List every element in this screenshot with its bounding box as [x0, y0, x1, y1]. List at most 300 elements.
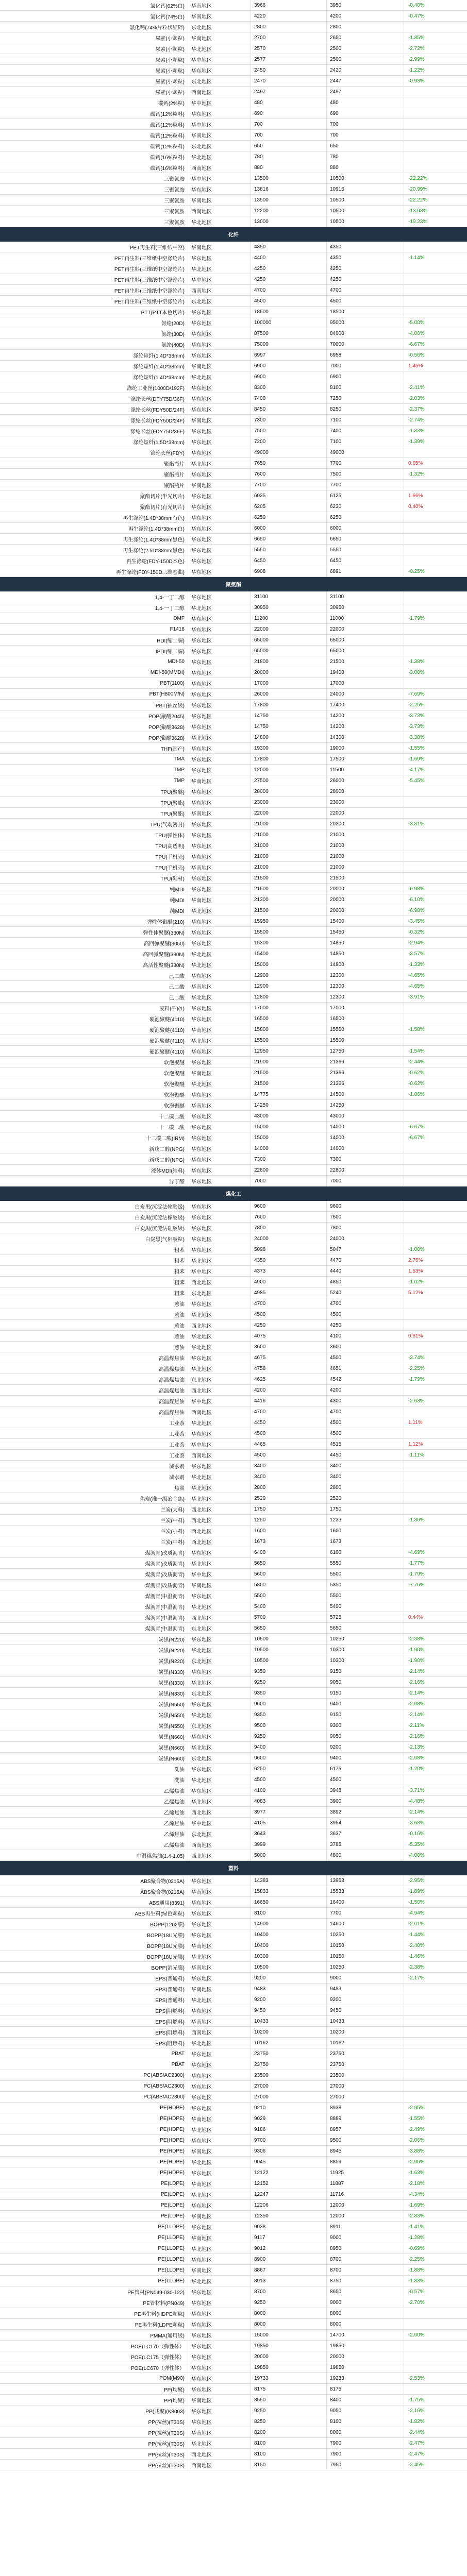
- product-name-cell: PE(LLDPE): [0, 2222, 188, 2232]
- table-row: [0, 2297, 467, 2308]
- table-row: [0, 2081, 467, 2092]
- change-pct-cell: [404, 1984, 467, 1994]
- product-name-cell: 涤纶长丝(FDY50D/24F): [0, 415, 188, 425]
- region-cell: 西北地区: [188, 1536, 251, 1547]
- region-cell: 华东地区: [188, 1666, 251, 1676]
- region-cell: 华南地区: [188, 1984, 251, 1994]
- change-pct-cell: [404, 1212, 467, 1222]
- prev-price-cell: 780: [251, 151, 327, 162]
- prev-price-cell: 8175: [251, 2384, 327, 2394]
- curr-price-cell: 4450: [327, 1450, 404, 1460]
- curr-price-cell: 15450: [327, 927, 404, 937]
- prev-price-cell: 12800: [251, 992, 327, 1002]
- region-cell: 东北地区: [188, 1720, 251, 1731]
- change-pct-cell: [404, 808, 467, 818]
- curr-price-cell: 4500: [327, 1309, 404, 1319]
- product-name-cell: 炭黑(N330): [0, 1688, 188, 1698]
- curr-price-cell: 8945: [327, 2146, 404, 2156]
- change-pct-cell: -1.89%: [408, 1888, 425, 1894]
- curr-price-cell: 10300: [327, 1645, 404, 1655]
- region-cell: 华北地区: [188, 1035, 251, 1045]
- product-name-cell: POM(M90): [0, 2373, 188, 2383]
- prev-price-cell: 21000: [251, 862, 327, 872]
- region-cell: 西北地区: [188, 1526, 251, 1536]
- change-pct-cell: -4.00%: [408, 1852, 425, 1858]
- prev-price-cell: 8550: [251, 2395, 327, 2405]
- prev-price-cell: 7300: [251, 1154, 327, 1164]
- curr-price-cell: 780: [327, 151, 404, 162]
- product-name-cell: 三聚氰胺: [0, 184, 188, 194]
- change-pct-cell: -1.88%: [408, 2267, 425, 2273]
- curr-price-cell: 9150: [327, 1709, 404, 1720]
- region-cell: 华北地区: [188, 2189, 251, 2199]
- table-row: [0, 1342, 467, 1352]
- curr-price-cell: 6175: [327, 1764, 404, 1774]
- curr-price-cell: 10500: [327, 216, 404, 227]
- prev-price-cell: 7500: [251, 426, 327, 436]
- change-pct-cell: [404, 2048, 467, 2059]
- prev-price-cell: 6205: [251, 501, 327, 512]
- change-pct-cell: [404, 1536, 467, 1547]
- product-name-cell: PE(HDPE): [0, 2135, 188, 2145]
- prev-price-cell: 4900: [251, 1277, 327, 1287]
- region-cell: 西北地区: [188, 1504, 251, 1514]
- curr-price-cell: 13958: [327, 1875, 404, 1886]
- curr-price-cell: 2520: [327, 1493, 404, 1503]
- product-name-cell: PE(HDPE): [0, 2113, 188, 2124]
- curr-price-cell: 21366: [327, 1057, 404, 1067]
- product-name-cell: 涤纶工业丝(1000D/192F): [0, 382, 188, 393]
- curr-price-cell: 3892: [327, 1807, 404, 1817]
- curr-price-cell: 20000: [327, 2351, 404, 2362]
- region-cell: 华东地区: [188, 2297, 251, 2308]
- change-pct-cell: -2.94%: [408, 940, 425, 946]
- table-row: [0, 382, 467, 393]
- curr-price-cell: 15500: [327, 1035, 404, 1045]
- region-cell: 华东地区: [188, 436, 251, 447]
- prev-price-cell: 4100: [251, 1785, 327, 1795]
- prev-price-cell: 9700: [251, 2135, 327, 2145]
- prev-price-cell: 5650: [251, 1623, 327, 1633]
- curr-price-cell: 5500: [327, 1569, 404, 1579]
- product-name-cell: 炭黑(N660): [0, 1731, 188, 1741]
- prev-price-cell: 1750: [251, 1504, 327, 1514]
- curr-price-cell: 4200: [327, 1385, 404, 1395]
- curr-price-cell: 23750: [327, 2048, 404, 2059]
- region-cell: 华中地区: [188, 97, 251, 108]
- product-name-cell: 煤沥青(中温沥青): [0, 1612, 188, 1622]
- curr-price-cell: 7700: [327, 480, 404, 490]
- region-cell: 华北地区: [188, 1774, 251, 1785]
- product-name-cell: 尿素(小颗粒): [0, 65, 188, 75]
- change-pct-cell: [404, 130, 467, 140]
- product-name-cell: 煤沥青(中温沥青): [0, 1623, 188, 1633]
- product-name-cell: 十二碳二酸: [0, 1111, 188, 1121]
- product-name-cell: PP(均聚): [0, 2395, 188, 2405]
- table-row: [0, 775, 467, 786]
- table-row: [0, 2222, 467, 2232]
- prev-price-cell: 3600: [251, 1342, 327, 1352]
- prev-price-cell: 4075: [251, 1331, 327, 1341]
- region-cell: 东北地区: [188, 1287, 251, 1298]
- table-row: [0, 1154, 467, 1165]
- curr-price-cell: 12300: [327, 992, 404, 1002]
- change-pct-cell: -1.55%: [408, 745, 425, 751]
- table-row: [0, 1897, 467, 1908]
- table-row: [0, 1111, 467, 1122]
- change-pct-cell: 0.65%: [408, 460, 423, 466]
- change-pct-cell: [404, 797, 467, 807]
- region-cell: 华东地区: [188, 2341, 251, 2351]
- table-row: [0, 992, 467, 1003]
- change-pct-cell: -2.13%: [408, 1744, 425, 1750]
- change-pct-cell: [404, 1223, 467, 1233]
- curr-price-cell: 20200: [327, 819, 404, 829]
- table-row: [0, 2351, 467, 2362]
- change-pct-cell: -3.68%: [408, 1820, 425, 1826]
- table-row: [0, 97, 467, 108]
- prev-price-cell: 10400: [251, 1940, 327, 1951]
- region-cell: 华东地区: [188, 350, 251, 360]
- region-cell: 东北地区: [188, 1623, 251, 1633]
- prev-price-cell: 4700: [251, 285, 327, 295]
- curr-price-cell: 14850: [327, 948, 404, 959]
- table-row: [0, 959, 467, 970]
- prev-price-cell: 4250: [251, 1320, 327, 1330]
- region-cell: 华东地区: [188, 2351, 251, 2362]
- table-row: [0, 1886, 467, 1897]
- prev-price-cell: 12247: [251, 2189, 327, 2199]
- table-row: [0, 2449, 467, 2460]
- table-row: [0, 1753, 467, 1764]
- table-row: [0, 2254, 467, 2265]
- change-pct-cell: [404, 678, 467, 688]
- table-row: [0, 54, 467, 65]
- region-cell: 华东地区: [188, 2092, 251, 2102]
- table-row: [0, 819, 467, 829]
- table-row: [0, 1201, 467, 1212]
- product-name-cell: 聚酯瓶片: [0, 480, 188, 490]
- region-cell: 华东地区: [188, 700, 251, 710]
- product-name-cell: 三聚氰胺: [0, 173, 188, 183]
- curr-price-cell: 9150: [327, 1666, 404, 1676]
- prev-price-cell: 8100: [251, 1908, 327, 1918]
- table-row: [0, 469, 467, 480]
- change-pct-cell: -0.62%: [408, 1080, 425, 1087]
- product-name-cell: 蒽油: [0, 1342, 188, 1352]
- region-cell: 华中地区: [188, 1396, 251, 1406]
- product-name-cell: 弹性体聚醚(210): [0, 916, 188, 926]
- prev-price-cell: 3400: [251, 1461, 327, 1471]
- product-name-cell: PE(HDPE): [0, 2124, 188, 2134]
- curr-price-cell: 65000: [327, 646, 404, 656]
- prev-price-cell: 9250: [251, 2405, 327, 2416]
- curr-price-cell: 7250: [327, 393, 404, 403]
- curr-price-cell: 7600: [327, 1212, 404, 1222]
- region-cell: 华东地区: [188, 1428, 251, 1438]
- region-cell: 华北地区: [188, 1342, 251, 1352]
- curr-price-cell: 8650: [327, 2286, 404, 2297]
- table-row: [0, 2038, 467, 2048]
- region-cell: 华东地区: [188, 2103, 251, 2113]
- table-row: [0, 1244, 467, 1255]
- prev-price-cell: 650: [251, 141, 327, 151]
- product-name-cell: TMP: [0, 775, 188, 786]
- prev-price-cell: 700: [251, 130, 327, 140]
- table-row: [0, 2373, 467, 2384]
- prev-price-cell: 16500: [251, 1013, 327, 1024]
- change-pct-cell: -3.57%: [408, 951, 425, 957]
- curr-price-cell: 10500: [327, 195, 404, 205]
- table-row: [0, 436, 467, 447]
- region-cell: 华东地区: [188, 2048, 251, 2059]
- region-cell: 华东地区: [188, 851, 251, 861]
- region-cell: 华北地区: [188, 263, 251, 274]
- curr-price-cell: 9400: [327, 1753, 404, 1763]
- region-cell: 华东地区: [188, 1785, 251, 1795]
- prev-price-cell: 13500: [251, 173, 327, 183]
- change-pct-cell: -1.75%: [408, 2397, 425, 2403]
- region-cell: 华北地区: [188, 905, 251, 916]
- change-pct-cell: -2.37%: [408, 406, 425, 412]
- curr-price-cell: 12300: [327, 981, 404, 991]
- product-name-cell: 软泡聚醚: [0, 1078, 188, 1089]
- prev-price-cell: 700: [251, 119, 327, 129]
- curr-price-cell: 3637: [327, 1828, 404, 1839]
- section-title: 化纤: [228, 232, 239, 238]
- table-row: [0, 501, 467, 512]
- change-pct-cell: -1.02%: [408, 1279, 425, 1285]
- curr-price-cell: 10162: [327, 2038, 404, 2048]
- product-name-cell: 氨纶(40D): [0, 339, 188, 349]
- change-pct-cell: [404, 1526, 467, 1536]
- table-row: [0, 195, 467, 206]
- table-row: [0, 296, 467, 307]
- prev-price-cell: 4250: [251, 274, 327, 284]
- prev-price-cell: 10162: [251, 2038, 327, 2048]
- region-cell: 华东地区: [188, 938, 251, 948]
- product-name-cell: TMA: [0, 754, 188, 764]
- product-name-cell: 弹性体聚醚(330N): [0, 927, 188, 937]
- prev-price-cell: 9400: [251, 1742, 327, 1752]
- product-name-cell: 硬泡聚醚(4110): [0, 1013, 188, 1024]
- prev-price-cell: 30950: [251, 602, 327, 613]
- region-cell: 华东地区: [188, 2005, 251, 2015]
- change-pct-cell: -5.35%: [408, 1841, 425, 1848]
- curr-price-cell: 11887: [327, 2178, 404, 2189]
- prev-price-cell: 19850: [251, 2341, 327, 2351]
- table-row: [0, 2157, 467, 2167]
- region-cell: 华东地区: [188, 786, 251, 796]
- change-pct-cell: -5.45%: [408, 777, 425, 784]
- region-cell: 华南地区: [188, 1580, 251, 1590]
- table-row: [0, 534, 467, 545]
- table-row: [0, 765, 467, 775]
- change-pct-cell: -6.98%: [408, 907, 425, 913]
- change-pct-cell: -1.50%: [408, 1899, 425, 1905]
- change-pct-cell: [404, 646, 467, 656]
- prev-price-cell: 22000: [251, 624, 327, 634]
- table-row: [0, 1828, 467, 1839]
- curr-price-cell: 3400: [327, 1461, 404, 1471]
- prev-price-cell: 31100: [251, 591, 327, 602]
- prev-price-cell: 2800: [251, 1482, 327, 1493]
- prev-price-cell: 75000: [251, 339, 327, 349]
- product-name-cell: EPS(阻燃料): [0, 2005, 188, 2015]
- product-name-cell: PBAT: [0, 2048, 188, 2059]
- prev-price-cell: 4220: [251, 11, 327, 21]
- change-pct-cell: -2.41%: [408, 384, 425, 391]
- table-row: [0, 1515, 467, 1526]
- table-row: [0, 1645, 467, 1655]
- prev-price-cell: 15800: [251, 1024, 327, 1035]
- curr-price-cell: 70000: [327, 339, 404, 349]
- curr-price-cell: 15550: [327, 1024, 404, 1035]
- table-row: [0, 1352, 467, 1363]
- region-cell: 华东地区: [188, 1201, 251, 1211]
- change-pct-cell: [404, 1493, 467, 1503]
- product-name-cell: 白炭黑(沉淀法橡胶级): [0, 1212, 188, 1222]
- prev-price-cell: 5800: [251, 1580, 327, 1590]
- prev-price-cell: 4105: [251, 1818, 327, 1828]
- product-name-cell: POE(LC175（弹性体）: [0, 2351, 188, 2362]
- curr-price-cell: 5650: [327, 1623, 404, 1633]
- region-cell: 华北地区: [188, 1493, 251, 1503]
- region-cell: 华东地区: [188, 1929, 251, 1940]
- product-name-cell: PC(ABS/AC2300): [0, 2070, 188, 2080]
- region-cell: 华北地区: [188, 2157, 251, 2167]
- change-pct-cell: [404, 2092, 467, 2102]
- curr-price-cell: 31100: [327, 591, 404, 602]
- prev-price-cell: 4985: [251, 1287, 327, 1298]
- table-row: [0, 905, 467, 916]
- curr-price-cell: 4350: [327, 242, 404, 252]
- curr-price-cell: 21366: [327, 1078, 404, 1089]
- table-row: [0, 1132, 467, 1143]
- prev-price-cell: 9500: [251, 1720, 327, 1731]
- product-name-cell: 再生涤纶(FDY-150D本色): [0, 555, 188, 566]
- product-name-cell: PET再生料(三维纸中空涤纶片): [0, 252, 188, 263]
- curr-price-cell: 5240: [327, 1287, 404, 1298]
- prev-price-cell: 9450: [251, 2005, 327, 2015]
- prev-price-cell: 5600: [251, 1569, 327, 1579]
- region-cell: 华东地区: [188, 2070, 251, 2080]
- table-row: [0, 206, 467, 216]
- prev-price-cell: 4400: [251, 252, 327, 263]
- product-name-cell: 焦炭(准一级冶金焦): [0, 1493, 188, 1503]
- change-pct-cell: [404, 162, 467, 173]
- product-name-cell: 聚酯切片(有光切片): [0, 501, 188, 512]
- curr-price-cell: 1750: [327, 1504, 404, 1514]
- region-cell: 华东地区: [188, 2081, 251, 2091]
- change-pct-cell: [404, 534, 467, 544]
- change-pct-cell: -2.06%: [408, 2137, 425, 2143]
- prev-price-cell: 23750: [251, 2048, 327, 2059]
- change-pct-cell: [404, 1111, 467, 1121]
- table-row: [0, 981, 467, 992]
- curr-price-cell: 24000: [327, 1233, 404, 1244]
- product-name-cell: PTT(PTT本色切片): [0, 307, 188, 317]
- region-cell: 华东地区: [188, 1590, 251, 1601]
- table-row: [0, 2460, 467, 2470]
- curr-price-cell: 10500: [327, 206, 404, 216]
- curr-price-cell: 6000: [327, 523, 404, 533]
- product-name-cell: 己二酸: [0, 981, 188, 991]
- prev-price-cell: 4083: [251, 1796, 327, 1806]
- curr-price-cell: 14600: [327, 1919, 404, 1929]
- prev-price-cell: 880: [251, 162, 327, 173]
- region-cell: 西南地区: [188, 1406, 251, 1417]
- region-cell: 华南地区: [188, 0, 251, 10]
- product-name-cell: 高温煤焦油: [0, 1385, 188, 1395]
- curr-price-cell: 4250: [327, 263, 404, 274]
- table-row: [0, 119, 467, 130]
- curr-price-cell: 2650: [327, 32, 404, 43]
- table-row: [0, 938, 467, 948]
- curr-price-cell: 8889: [327, 2113, 404, 2124]
- region-cell: 华北地区: [188, 1645, 251, 1655]
- section-title: 聚氨酯: [226, 582, 241, 588]
- curr-price-cell: 27000: [327, 2092, 404, 2102]
- table-row: [0, 1233, 467, 1244]
- region-cell: 华东地区: [188, 65, 251, 75]
- curr-price-cell: 7700: [327, 458, 404, 468]
- product-name-cell: 聚酯切片(半光切片): [0, 490, 188, 501]
- product-name-cell: EPS(阻燃料): [0, 2038, 188, 2048]
- region-cell: 华东地区: [188, 656, 251, 667]
- curr-price-cell: 7000: [327, 361, 404, 371]
- product-name-cell: 碳钙(2%粒): [0, 97, 188, 108]
- region-cell: 华南地区: [188, 480, 251, 490]
- prev-price-cell: 2800: [251, 22, 327, 32]
- change-pct-cell: -2.83%: [408, 2213, 425, 2219]
- table-row: [0, 1331, 467, 1342]
- product-name-cell: 工业萘: [0, 1439, 188, 1449]
- region-cell: 华东地区: [188, 1547, 251, 1557]
- region-cell: 华东地区: [188, 328, 251, 338]
- prev-price-cell: 14000: [251, 1143, 327, 1154]
- change-pct-cell: -1.22%: [408, 67, 425, 73]
- region-cell: 西南地区: [188, 2027, 251, 2037]
- prev-price-cell: 8450: [251, 404, 327, 414]
- product-name-cell: 三聚氰胺: [0, 206, 188, 216]
- prev-price-cell: 49000: [251, 447, 327, 457]
- product-name-cell: PE再生料(LDPE颗粒): [0, 2319, 188, 2329]
- curr-price-cell: 4500: [327, 1417, 404, 1428]
- curr-price-cell: 23750: [327, 2059, 404, 2070]
- curr-price-cell: 6650: [327, 534, 404, 544]
- product-name-cell: 煤沥青(中温沥青): [0, 1590, 188, 1601]
- curr-price-cell: 7100: [327, 436, 404, 447]
- curr-price-cell: 17000: [327, 1003, 404, 1013]
- region-cell: 华东地区: [188, 829, 251, 840]
- table-row: [0, 2048, 467, 2059]
- region-cell: 华东地区: [188, 1122, 251, 1132]
- prev-price-cell: 21000: [251, 851, 327, 861]
- region-cell: 华东地区: [188, 1165, 251, 1175]
- curr-price-cell: 15400: [327, 916, 404, 926]
- region-cell: 华南地区: [188, 1100, 251, 1110]
- product-name-cell: IPDI(缩二脲): [0, 646, 188, 656]
- change-pct-cell: [404, 1471, 467, 1482]
- table-row: [0, 2059, 467, 2070]
- change-pct-cell: -2.44%: [408, 1059, 425, 1065]
- product-name-cell: 锦纶长丝(FDY): [0, 447, 188, 457]
- table-row: [0, 415, 467, 426]
- change-pct-cell: -0.32%: [408, 929, 425, 935]
- table-row: [0, 1634, 467, 1645]
- region-cell: 华东地区: [188, 1764, 251, 1774]
